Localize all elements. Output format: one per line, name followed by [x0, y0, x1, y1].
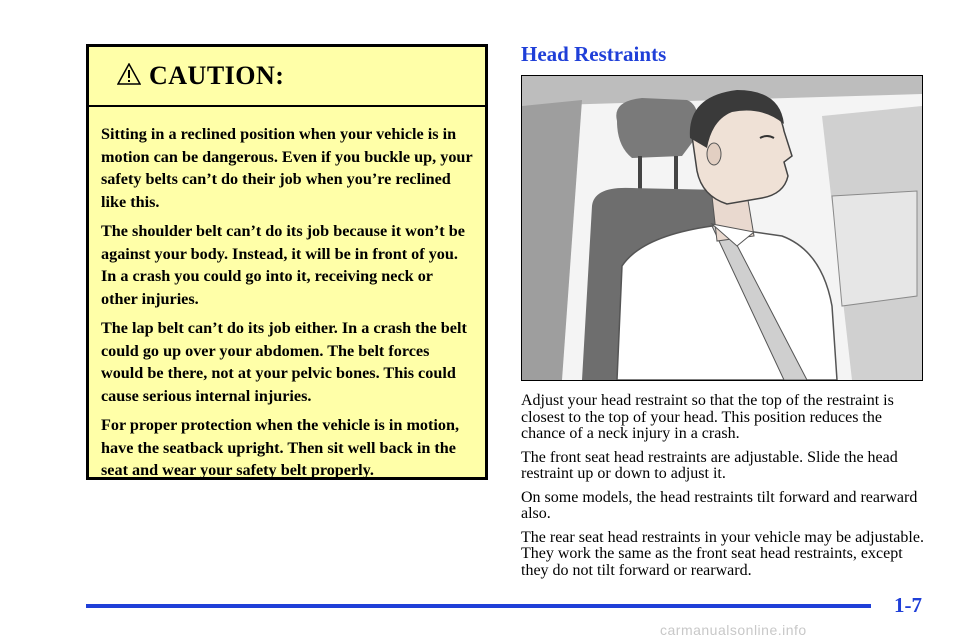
driver-seated-illustration: [522, 76, 922, 380]
head-restraints-body: [521, 393, 929, 586]
caution-box: [86, 44, 488, 480]
body-paragraph: The rear seat head restraints in your vehicle may be adjustable. They work the same as the front seat head restraints, except they do not tilt forward or rearward.: [521, 528, 924, 579]
watermark: carmanualsonline.info: [660, 622, 807, 638]
caution-paragraph: For proper protection when the vehicle is in motion, have the seatback upright. Then sit well back in the seat and wear your safety belt properly.: [101, 416, 460, 479]
caution-paragraph: Sitting in a reclined position when your vehicle is in motion can be dangerous. Even if you buckle up, your safety belts can’t do their job when you’re reclined like this.: [101, 125, 473, 211]
footer-rule: [86, 604, 871, 608]
section-title: Head Restraints: [521, 42, 667, 66]
caution-title: CAUTION:: [149, 61, 285, 90]
caution-header: [89, 47, 485, 107]
page-number: 1-7: [894, 593, 922, 617]
caution-paragraph: The lap belt can’t do its job either. In a crash the belt could go up over your abdomen. The belt forces would be there, not at your pelvic bones. This could cause serious internal injuries.: [101, 319, 467, 405]
caution-body: [89, 107, 485, 482]
caution-paragraph: The shoulder belt can’t do its job because it won’t be against your body. Instead, it will be in front of you. In a crash you could go into it, receiving neck or other injuries.: [101, 222, 465, 308]
head-restraint-illustration: [521, 75, 923, 381]
body-paragraph: The front seat head restraints are adjustable. Slide the head restraint up or down to adjust it.: [521, 448, 898, 482]
warning-triangle-icon: [117, 63, 141, 85]
body-paragraph: On some models, the head restraints tilt forward and rearward also.: [521, 488, 918, 522]
body-paragraph: Adjust your head restraint so that the top of the restraint is closest to the top of your head. This position reduces the chance of a neck injury in a crash.: [521, 392, 894, 442]
